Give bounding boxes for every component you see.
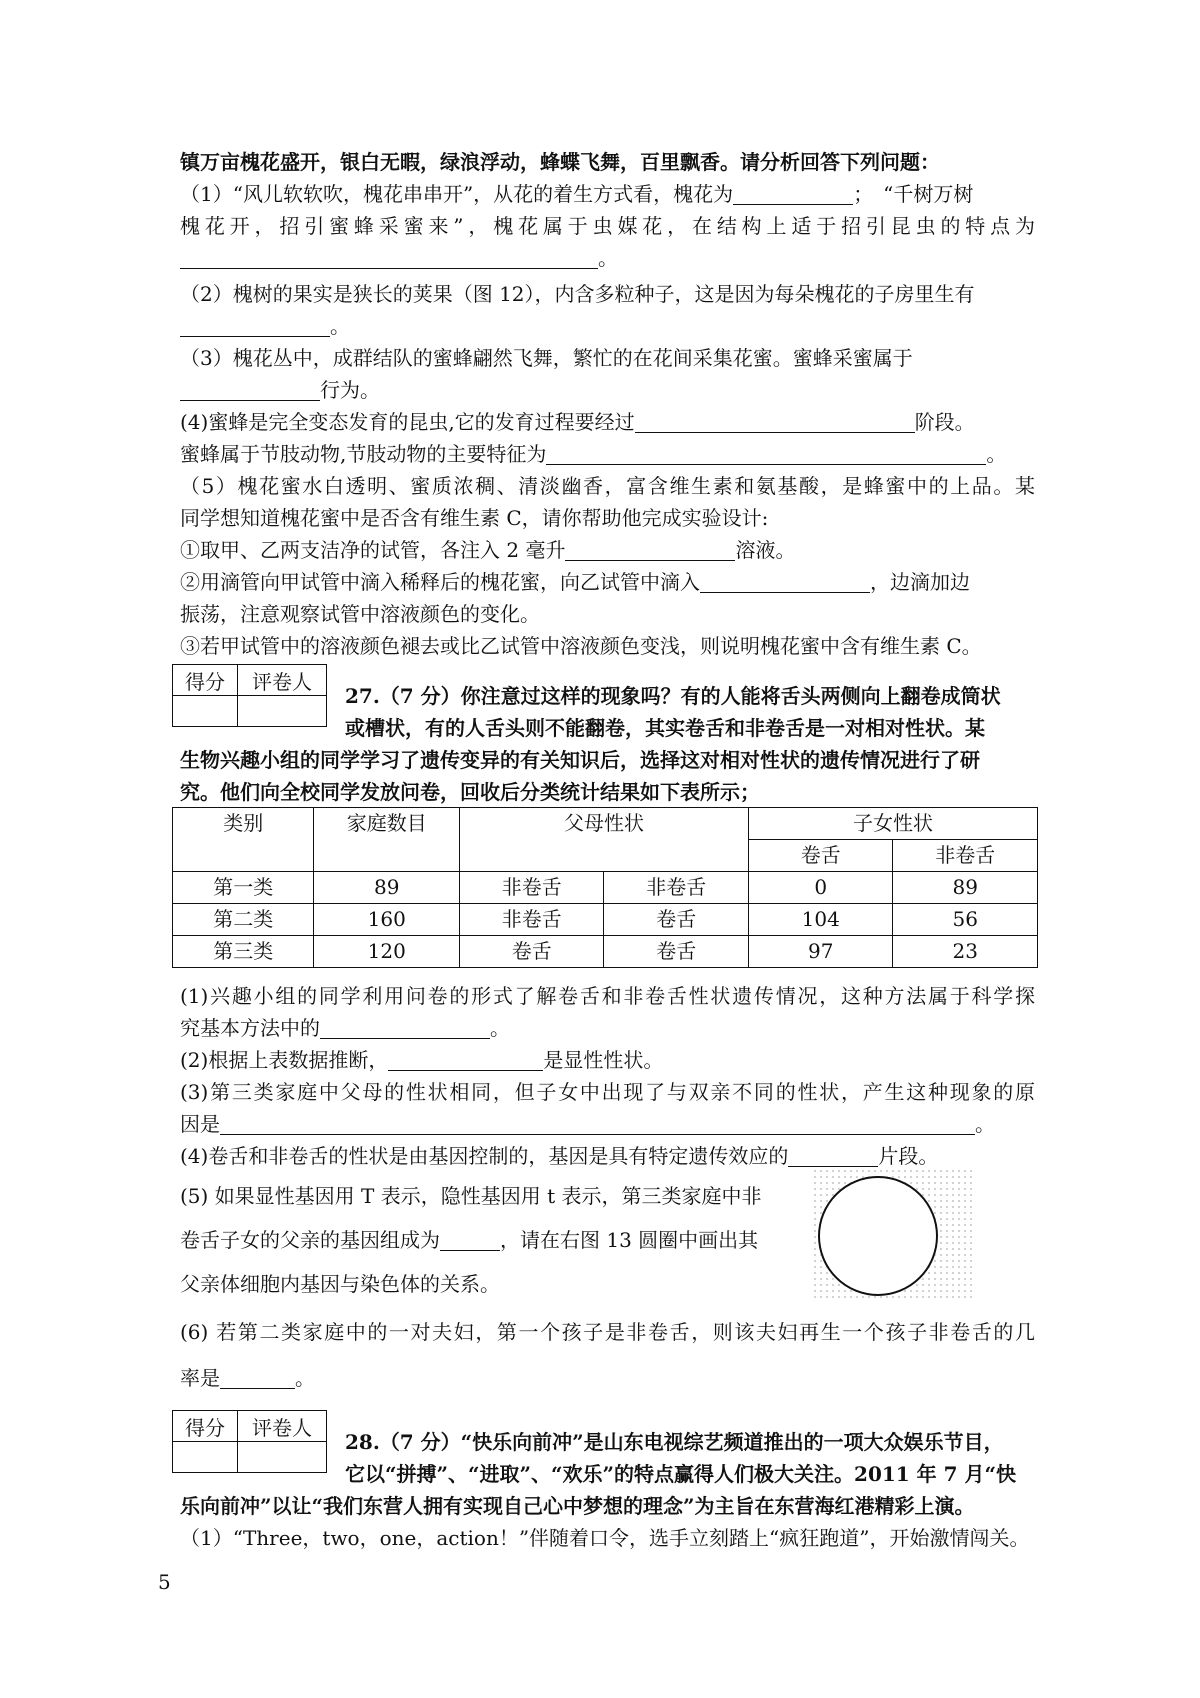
grader-cell[interactable] [238, 696, 327, 727]
tongue-rolling-table [172, 807, 1038, 968]
q26-p4-end: 。 [986, 442, 1007, 466]
score-label: 得分 [173, 1411, 238, 1442]
score-label: 得分 [173, 665, 238, 696]
cell-roll: 0 [748, 872, 893, 904]
cell-category: 第三类 [173, 936, 314, 968]
q26-step2-end: ，边滴加边 [870, 570, 970, 594]
figure-13-circle[interactable] [818, 1176, 938, 1296]
q26-part4-line1 [180, 406, 1035, 438]
q26-part4-line2 [180, 438, 1035, 470]
q26-step1-text: ①取甲、乙两支洁净的试管，各注入 2 毫升 [180, 538, 566, 562]
q27-intro-line2: 或槽状，有的人舌头则不能翻卷，其实卷舌和非卷舌是一对相对性状。某 [345, 716, 985, 740]
answer-blank[interactable] [180, 314, 330, 337]
q26-p4-text-c: 蜜蜂属于节肢动物,节肢动物的主要特征为 [180, 442, 547, 466]
cell-families: 160 [314, 904, 460, 936]
answer-blank[interactable] [180, 378, 320, 401]
q26-step2-text: ②用滴管向甲试管中滴入稀释后的槐花蜜，向乙试管中滴入 [180, 570, 700, 594]
q27-sub6-line2 [180, 1362, 1035, 1394]
q26-p2-end: 。 [330, 314, 350, 338]
q27-sub3-line2 [180, 1108, 1035, 1140]
answer-blank[interactable] [635, 410, 915, 433]
answer-blank[interactable] [180, 246, 598, 269]
grader-label: 评卷人 [238, 1411, 327, 1442]
q26-p4-text-b: 阶段。 [914, 410, 975, 434]
q27-s3-end: 。 [975, 1112, 995, 1136]
q26-part5-step3: ③若甲试管中的溶液颜色褪去或比乙试管中溶液颜色变浅，则说明槐花蜜中含有维生素 C。 [180, 634, 982, 658]
q27-sub2 [180, 1044, 1035, 1076]
q27-sub5-line2 [180, 1224, 800, 1256]
q27-s2-text: (2)根据上表数据推断， [180, 1048, 389, 1072]
q27-sub1-line2 [180, 1012, 1035, 1044]
cell-category: 第一类 [173, 872, 314, 904]
grader-cell[interactable] [238, 1442, 327, 1473]
q27-s1-text: 究基本方法中的 [180, 1016, 320, 1040]
q26-intro: 镇万亩槐花盛开，银白无暇，绿浪浮动，蜂蝶飞舞，百里飘香。请分析回答下列问题： [180, 150, 940, 174]
q27-s3-text: 因是 [180, 1112, 220, 1136]
answer-blank[interactable] [220, 1366, 295, 1389]
q27-intro-line1: 27.（7 分）你注意过这样的现象吗？有的人能将舌头两侧向上翻卷成筒状 [345, 684, 1001, 708]
score-cell[interactable] [173, 696, 238, 727]
cell-roll: 104 [748, 904, 893, 936]
q28-intro-line1: 28.（7 分）“快乐向前冲”是山东电视综艺频道推出的一项大众娱乐节目， [345, 1430, 1004, 1454]
q26-part1-line3 [180, 242, 1035, 274]
q27-sub3-line1: (3)第三类家庭中父母的性状相同，但子女中出现了与双亲不同的性状，产生这种现象的原 [180, 1080, 1035, 1104]
q26-p4-text-a: (4)蜜蜂是完全变态发育的昆虫,它的发育过程要经过 [180, 410, 635, 434]
header-roll: 卷舌 [748, 840, 893, 872]
q27-intro-line3: 生物兴趣小组的同学学习了遗传变异的有关知识后，选择这对相对性状的遗传情况进行了研 [180, 748, 980, 772]
cell-parent1: 非卷舌 [459, 904, 604, 936]
answer-blank[interactable] [320, 1016, 490, 1039]
q26-part1-line2: 槐花开，招引蜜蜂采蜜来”，槐花属于虫媒花，在结构上适于招引昆虫的特点为 [180, 214, 1035, 238]
answer-blank[interactable] [388, 1048, 543, 1071]
header-category: 类别 [173, 808, 314, 872]
answer-blank[interactable] [546, 442, 986, 465]
q27-sub1-line1: (1)兴趣小组的同学利用问卷的形式了解卷舌和非卷舌性状遗传情况，这种方法属于科学探 [180, 984, 1035, 1008]
q26-part1-line1 [180, 178, 1035, 210]
q27-s2-end: 是显性性状。 [543, 1048, 664, 1072]
cell-parent1: 卷舌 [459, 936, 604, 968]
score-box-q28 [172, 1410, 327, 1473]
answer-blank[interactable] [700, 570, 870, 593]
cell-nonroll: 89 [893, 872, 1038, 904]
q27-sub5-line3: 父亲体细胞内基因与染色体的关系。 [180, 1272, 500, 1296]
q28-intro-line2: 它以“拼搏”、“进取”、“欢乐”的特点赢得人们极大关注。2011 年 7 月“快 [345, 1462, 1016, 1486]
q27-s5-text-c: ，请在右图 13 圆圈中画出其 [500, 1228, 759, 1252]
header-children: 子女性状 [748, 808, 1037, 840]
cell-parent2: 卷舌 [604, 904, 749, 936]
table-row [173, 872, 1038, 904]
q26-part2-line2 [180, 310, 1035, 342]
answer-blank[interactable] [440, 1228, 500, 1251]
q27-s6-end: 。 [295, 1366, 315, 1390]
q26-part5-line2: 同学想知道槐花蜜中是否含有维生素 C，请你帮助他完成实验设计: [180, 506, 769, 530]
q26-part3-line2 [180, 374, 1035, 406]
q26-step1-end: 溶液。 [735, 538, 796, 562]
cell-category: 第二类 [173, 904, 314, 936]
q26-part5-line1: （5）槐花蜜水白透明、蜜质浓稠、清淡幽香，富含维生素和氨基酸，是蜂蜜中的上品。某 [180, 474, 1035, 498]
q27-s4-text: (4)卷舌和非卷舌的性状是由基因控制的，基因是具有特定遗传效应的 [180, 1144, 789, 1168]
cell-parent2: 卷舌 [604, 936, 749, 968]
q27-intro-line4: 究。他们向全校同学发放问卷，回收后分类统计结果如下表所示； [180, 780, 760, 804]
q26-p1-end: 。 [598, 246, 618, 270]
q27-s4-end: 片段。 [878, 1144, 939, 1168]
q26-p1-text-b: ； “千树万树 [853, 182, 974, 206]
table-row [173, 936, 1038, 968]
answer-blank[interactable] [788, 1144, 878, 1167]
q26-part3-line1: （3）槐花丛中，成群结队的蜜蜂翩然飞舞，繁忙的在花间采集花蜜。蜜蜂采蜜属于 [180, 346, 913, 370]
grader-label: 评卷人 [238, 665, 327, 696]
answer-blank[interactable] [220, 1112, 975, 1135]
answer-blank[interactable] [565, 538, 735, 561]
q26-part5-step2-cont: 振荡，注意观察试管中溶液颜色的变化。 [180, 602, 540, 626]
q27-s1-end: 。 [490, 1016, 510, 1040]
q27-sub6-line1: (6) 若第二类家庭中的一对夫妇，第一个孩子是非卷舌，则该夫妇再生一个孩子非卷舌的几 [180, 1320, 1035, 1344]
cell-families: 120 [314, 936, 460, 968]
q28-intro-line3: 乐向前冲”以让“我们东营人拥有实现自己心中梦想的理念”为主旨在东营海红港精彩上演。 [180, 1494, 975, 1518]
header-nonroll: 非卷舌 [893, 840, 1038, 872]
header-families: 家庭数目 [314, 808, 460, 872]
cell-nonroll: 56 [893, 904, 1038, 936]
q27-s5-text-b: 卷舌子女的父亲的基因组成为 [180, 1228, 440, 1252]
q27-s6-text: 率是 [180, 1366, 220, 1390]
page-number: 5 [158, 1570, 171, 1594]
header-parents: 父母性状 [459, 808, 748, 872]
table-row [173, 904, 1038, 936]
cell-parent2: 非卷舌 [604, 872, 749, 904]
q27-sub5-line1: (5) 如果显性基因用 T 表示，隐性基因用 t 表示，第三类家庭中非 [180, 1184, 762, 1208]
cell-parent1: 非卷舌 [459, 872, 604, 904]
q26-part5-step1 [180, 534, 1035, 566]
answer-blank[interactable] [733, 182, 853, 205]
score-box-q27 [172, 664, 327, 727]
q26-part2-line1: （2）槐树的果实是狭长的荚果（图 12），内含多粒种子，这是因为每朵槐花的子房里生有 [180, 282, 975, 306]
q26-p1-text-a: （1）“风儿软软吹，槐花串串开”，从花的着生方式看，槐花为 [180, 182, 734, 206]
cell-nonroll: 23 [893, 936, 1038, 968]
q26-p3-text-b: 行为。 [320, 378, 380, 402]
q26-part5-step2 [180, 566, 1035, 598]
q28-sub1: （1）“Three，two，one，action！”伴随着口令，选手立刻踏上“疯狂跑道”，开始激情闯关。 [180, 1526, 1030, 1550]
cell-families: 89 [314, 872, 460, 904]
score-cell[interactable] [173, 1442, 238, 1473]
cell-roll: 97 [748, 936, 893, 968]
